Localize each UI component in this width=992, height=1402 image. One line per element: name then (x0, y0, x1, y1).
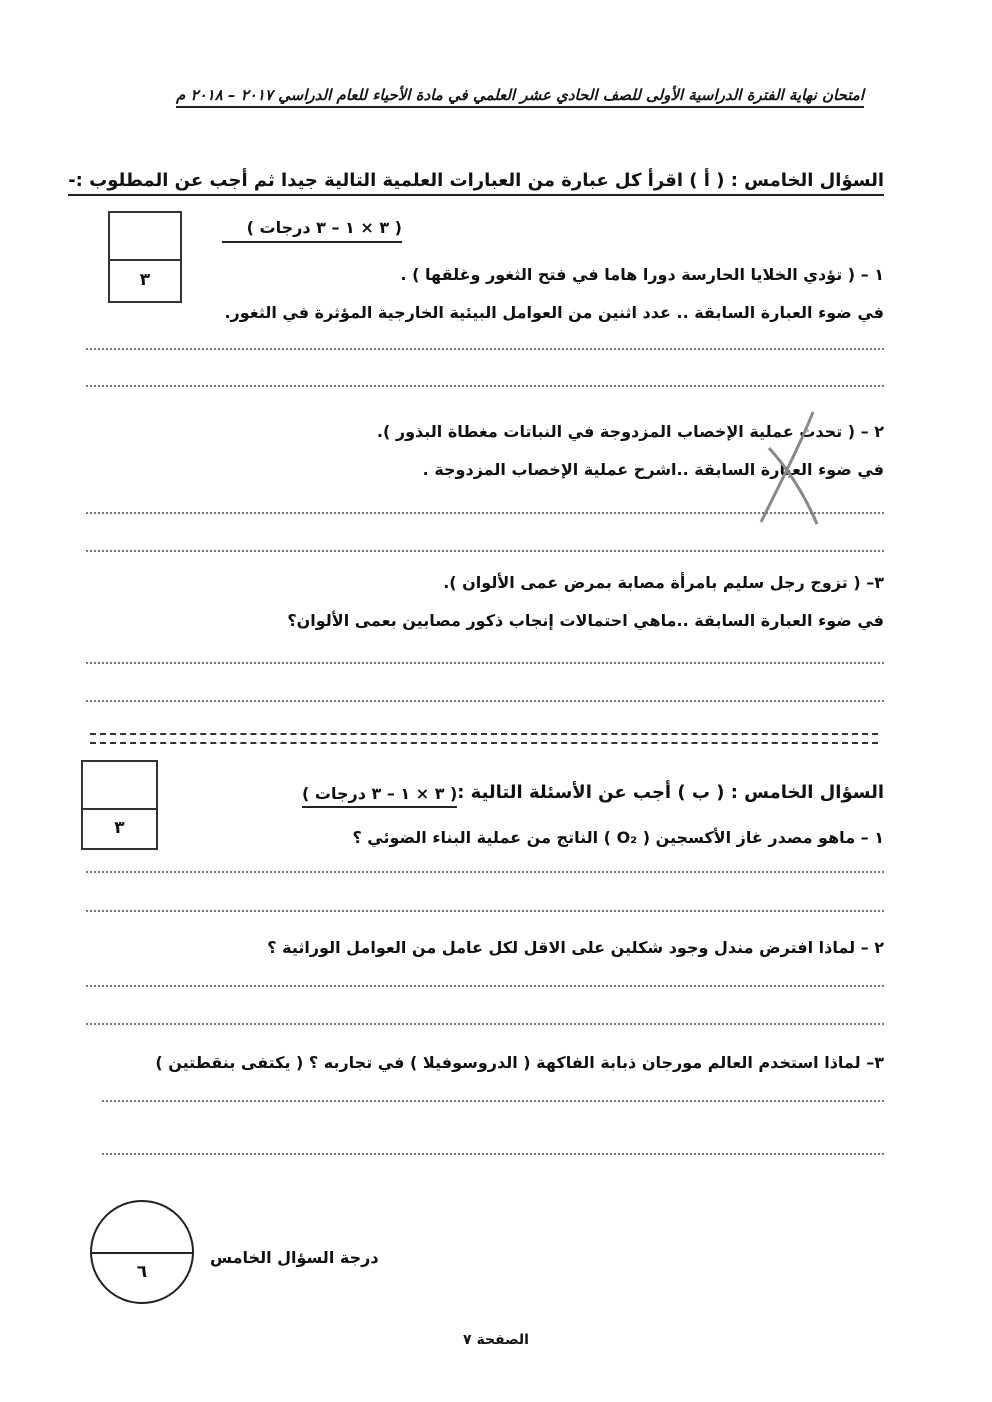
section-a-score: ٣ (139, 270, 151, 290)
answer-line[interactable] (86, 871, 884, 873)
a-q2-task: في ضوء العبارة السابقة ..اشرح عملية الإخصاب المزدوجة . (422, 460, 884, 479)
section-a-marks: ( ٣ × ١ – ٣ درجات ) (222, 218, 402, 243)
a-q1-task: في ضوء العبارة السابقة .. عدد اثنين من العوامل البيئية الخارجية المؤثرة في الثغور. (224, 303, 884, 322)
answer-line[interactable] (86, 910, 884, 912)
circle-divider (92, 1252, 192, 1254)
a-q3-statement: ٣– ( تزوج رجل سليم بامرأة مصابة بمرض عمى الألوان ). (443, 573, 884, 592)
section-b-score: ٣ (114, 818, 125, 838)
b-q2: ٢ – لماذا افترض مندل وجود شكلين على الاقل لكل عامل من العوامل الوراثية ؟ (267, 938, 884, 957)
answer-line[interactable] (86, 348, 884, 350)
answer-line[interactable] (102, 1100, 884, 1102)
section-b-title: السؤال الخامس : ( ب ) أجب عن الأسئلة التالية : (457, 782, 884, 803)
answer-line[interactable] (86, 700, 884, 702)
answer-line[interactable] (102, 1153, 884, 1155)
answer-line[interactable] (86, 1023, 884, 1025)
pen-cross-mark (755, 408, 825, 528)
total-label: درجة السؤال الخامس (210, 1248, 379, 1267)
total-score-circle (90, 1200, 194, 1304)
exam-header: امتحان نهاية الفترة الدراسية الأولى للصف الحادي عشر العلمي في مادة الأحياء للعام الدراسي ٢٠١٧ – ٢٠١٨ م (176, 86, 864, 108)
section-b-marks: ( ٣ × ١ – ٣ درجات ) (302, 784, 457, 808)
a-q1-statement: ١ – ( تؤدي الخلايا الحارسة دورا هاما في فتح الثغور وغلقها ) . (400, 265, 884, 284)
section-a-title: السؤال الخامس : ( أ ) اقرأ كل عبارة من العبارات العلمية التالية جيدا ثم أجب عن المطلوب :- (68, 170, 884, 196)
score-box-blank (110, 213, 180, 261)
b-q1: ١ – ماهو مصدر غاز الأكسجين ( O₂ ) الناتج من عملية البناء الضوئي ؟ (352, 828, 884, 847)
a-q3-task: في ضوء العبارة السابقة ..ماهي احتمالات إنجاب ذكور مصابين بعمى الألوان؟ (287, 611, 884, 630)
section-separator (90, 733, 878, 744)
section-a-score-box (108, 211, 182, 303)
page-number: الصفحة ٧ (463, 1332, 529, 1348)
total-score: ٦ (136, 1262, 148, 1282)
answer-line[interactable] (86, 550, 884, 552)
score-box-blank (83, 762, 156, 810)
answer-line[interactable] (86, 662, 884, 664)
a-q2-statement: ٢ – ( تحدث عملية الإخصاب المزدوجة في النباتات مغطاة البذور ). (376, 422, 884, 441)
answer-line[interactable] (86, 385, 884, 387)
b-q3: ٣– لماذا استخدم العالم مورجان ذبابة الفاكهة ( الدروسوفيلا ) في تجاربه ؟ ( يكتفى بنقطتين ) (155, 1053, 884, 1072)
answer-line[interactable] (86, 985, 884, 987)
answer-line[interactable] (86, 512, 884, 514)
section-b-score-box (81, 760, 158, 850)
